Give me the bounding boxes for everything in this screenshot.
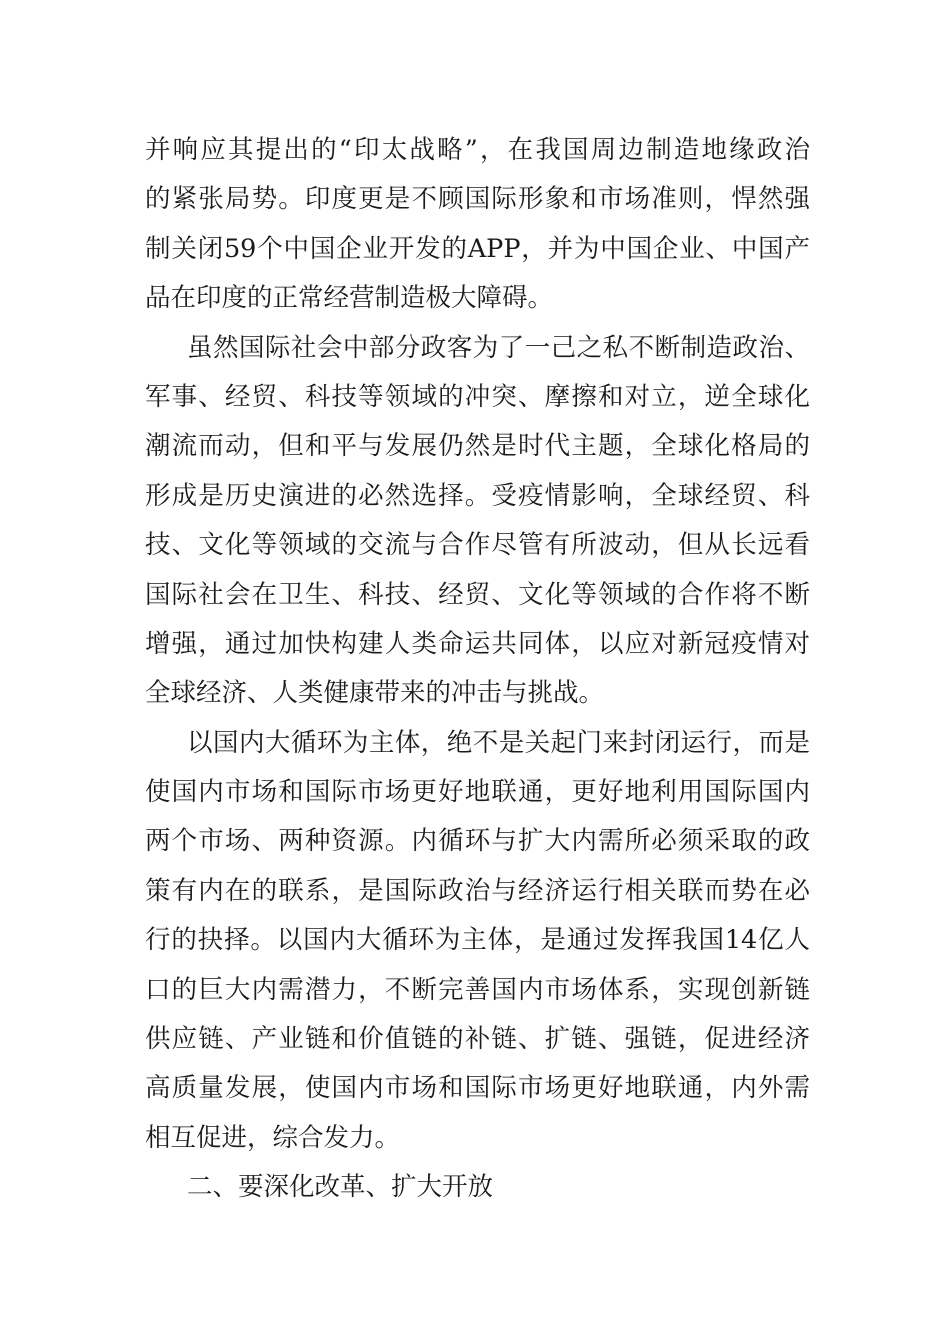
- text-line: 两个市场、两种资源。内循环与扩大内需所必须采取的政: [145, 826, 810, 857]
- text-line: 形成是历史演进的必然选择。受疫情影响，全球经贸、科: [145, 480, 810, 511]
- text-line: 以国内大循环为主体，绝不是关起门来封闭运行，而是: [187, 727, 810, 758]
- paragraph-1: [145, 126, 810, 324]
- text-line: 口的巨大内需潜力，不断完善国内市场体系，实现创新链: [145, 974, 810, 1005]
- text-line: 增强，通过加快构建人类命运共同体，以应对新冠疫情对: [145, 628, 810, 659]
- paragraph-2: [145, 324, 810, 719]
- text-line: 高质量发展，使国内市场和国际市场更好地联通，内外需: [145, 1073, 810, 1104]
- text-line: 并响应其提出的“印太战略”，在我国周边制造地缘政治: [145, 135, 810, 165]
- text-line: 的紧张局势。印度更是不顾国际形象和市场准则，悍然强: [145, 184, 810, 215]
- text-line: 潮流而动，但和平与发展仍然是时代主题，全球化格局的: [145, 431, 810, 462]
- section-heading-text: 二、要深化改革、扩大开放: [187, 1172, 494, 1203]
- text-line: 军事、经贸、科技等领域的冲突、摩擦和对立，逆全球化: [145, 381, 810, 412]
- text-line: 使国内市场和国际市场更好地联通，更好地利用国际国内: [145, 777, 810, 808]
- text-line: 虽然国际社会中部分政客为了一己之私不断制造政治、: [187, 332, 810, 363]
- body-text: [145, 126, 810, 1213]
- text-line: 相互促进，综合发力。: [145, 1122, 401, 1153]
- text-line: 制关闭59个中国企业开发的APP，并为中国企业、中国产: [145, 233, 810, 264]
- text-line: 全球经济、人类健康带来的冲击与挑战。: [145, 678, 605, 709]
- text-line: 策有内在的联系，是国际政治与经济运行相关联而势在必: [145, 875, 810, 906]
- paragraph-3: [145, 719, 810, 1164]
- text-line: 行的抉择。以国内大循环为主体，是通过发挥我国14亿人: [145, 925, 810, 956]
- section-heading: [145, 1163, 810, 1212]
- text-line: 技、文化等领域的交流与合作尽管有所波动，但从长远看: [145, 530, 810, 561]
- text-line: 供应链、产业链和价值链的补链、扩链、强链，促进经济: [145, 1024, 810, 1055]
- text-line: 品在印度的正常经营制造极大障碍。: [145, 283, 554, 314]
- text-line: 国际社会在卫生、科技、经贸、文化等领域的合作将不断: [145, 579, 810, 610]
